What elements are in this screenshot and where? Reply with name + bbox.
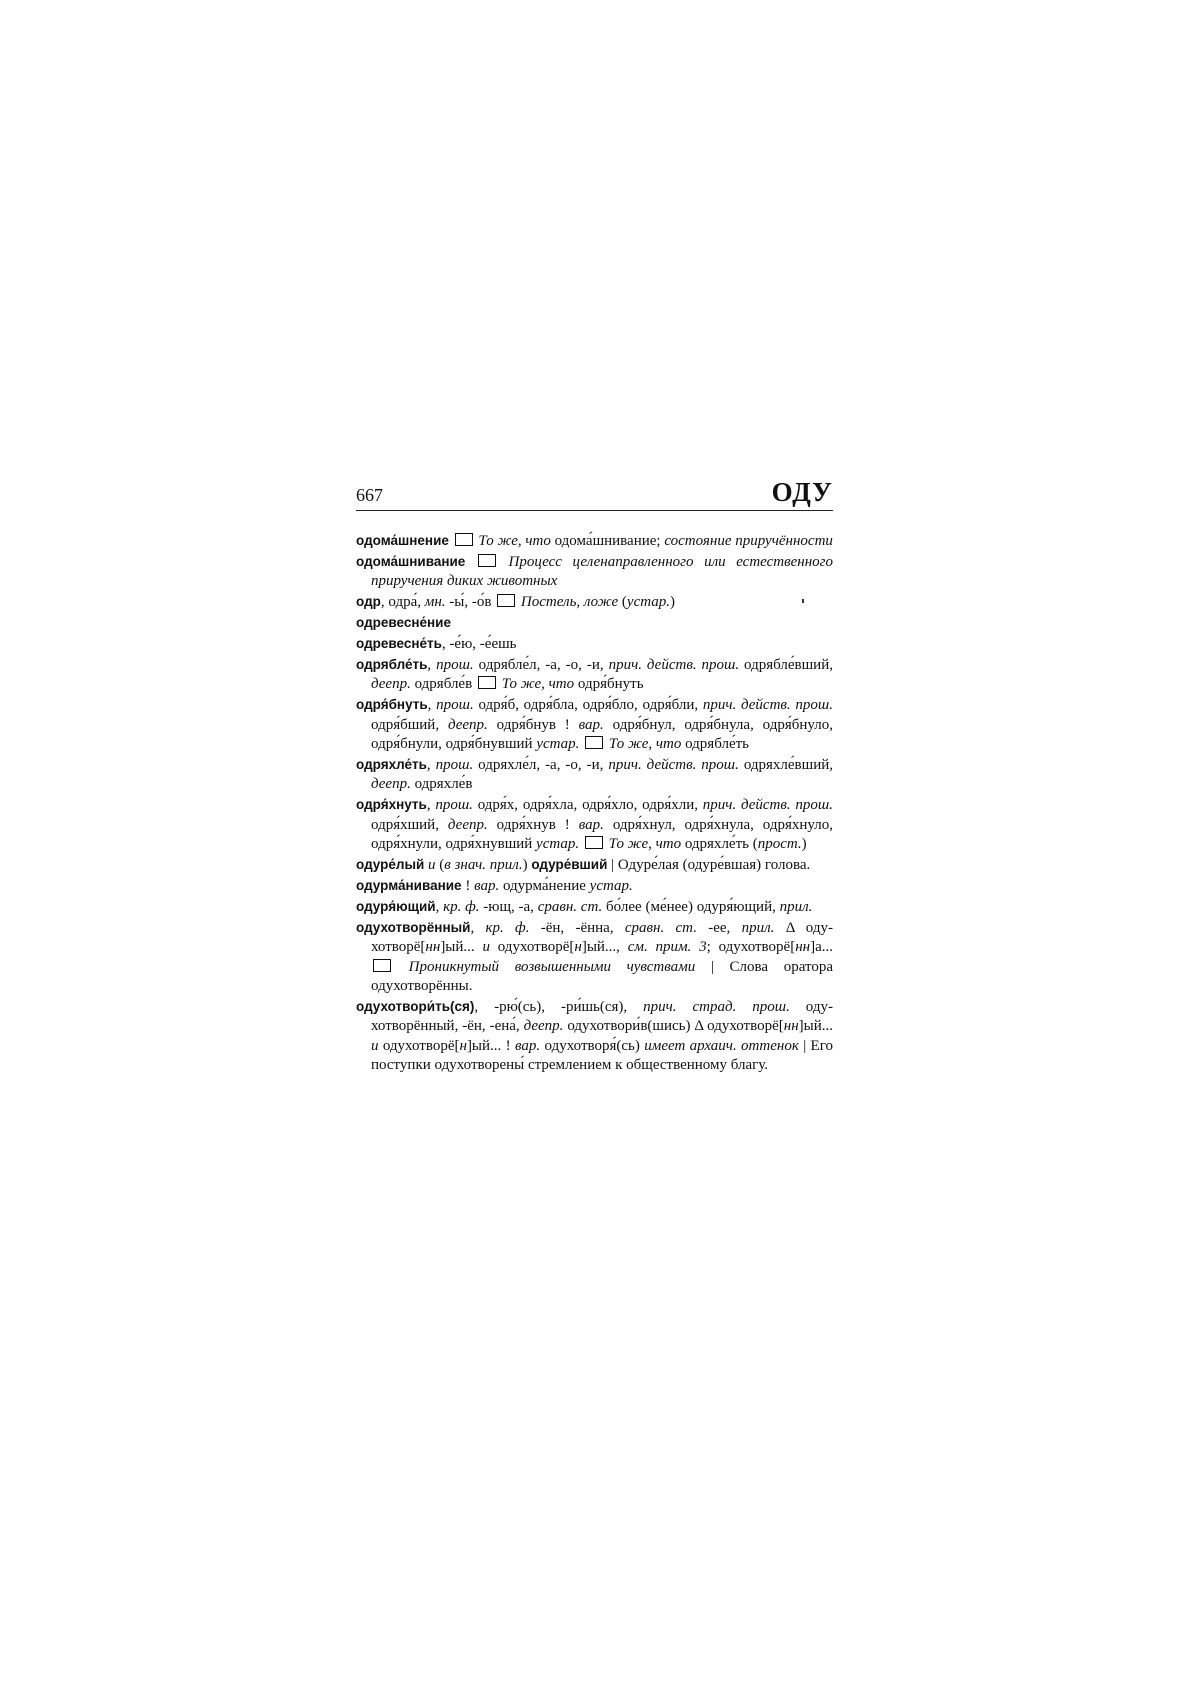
italic-text: деепр. <box>447 716 488 733</box>
square-box-icon <box>585 836 603 849</box>
entry-text <box>579 736 583 752</box>
entry-text: одря́бнуть <box>574 676 644 693</box>
entry-text: ]ый... ! <box>466 1037 515 1054</box>
entry-text: , <box>435 898 444 915</box>
entry-text: ]ый... <box>440 939 483 956</box>
italic-text: устар. <box>536 736 580 753</box>
italic-text: То же, что <box>501 676 575 693</box>
entry-text: ]ый..., <box>581 939 628 956</box>
headword: одревесне́ть <box>356 636 442 652</box>
italic-text: кр. ф. <box>485 919 530 936</box>
italic-text: деепр. <box>447 816 488 833</box>
dictionary-entry <box>356 531 833 551</box>
entry-text: одряхле́в <box>410 776 473 793</box>
entry-text: одухотворённый, -ён, -ена́, <box>371 998 834 1035</box>
italic-text: имеет архаич. оттенок <box>644 1037 799 1054</box>
square-box-icon <box>478 676 496 689</box>
headword: одуре́лый <box>356 857 425 872</box>
italic-text: Процесс целенаправленного или естественного приручения диких животных <box>371 553 834 590</box>
entry-text: , <box>427 697 437 714</box>
entry-text: ( <box>618 594 627 611</box>
entry-text: одря́бший, <box>371 716 448 733</box>
entry-text: одря́х, одря́хла, одря́хло, одря́хли, <box>472 797 703 814</box>
entry-text: ) <box>522 857 532 873</box>
entry-text: | Слова оратора одухотворённы. <box>371 958 834 994</box>
italic-text: вар. <box>578 816 604 833</box>
entry-text: , <box>426 756 436 773</box>
italic-text: деепр. <box>523 1018 564 1035</box>
dictionary-page <box>356 478 833 1076</box>
entry-text: одряхле́л, -а, -о, -и, <box>473 756 609 773</box>
italic-text: Постель, ложе <box>520 594 619 611</box>
dictionary-entry <box>356 855 833 875</box>
entry-text <box>465 554 476 570</box>
italic-text: вар. <box>515 1037 541 1054</box>
italic-text: н <box>459 1037 467 1054</box>
headword: одуре́вший <box>531 857 608 872</box>
entry-text: одряхле́ть ( <box>681 836 758 853</box>
italic-text: нн <box>425 939 441 956</box>
italic-text: вар. <box>474 877 500 894</box>
dictionary-entry <box>356 695 833 754</box>
italic-text: состояние приручённости <box>664 533 833 549</box>
entry-text: -ён, -ённа, <box>529 919 625 936</box>
entry-text: -ющ, -а, <box>479 898 538 915</box>
entry-text: одря́бнув ! <box>487 716 579 733</box>
entry-text: , -рю́(сь), -ри́шь(ся), <box>474 998 644 1015</box>
entry-text: одря́хший, <box>371 816 448 833</box>
dictionary-entry <box>356 613 833 633</box>
italic-text: прич. действ. прош. <box>702 797 833 814</box>
entry-text: одома́шнивание; <box>550 533 665 549</box>
italic-text: устар. <box>589 877 633 894</box>
italic-text: деепр. <box>371 676 411 693</box>
page-number: 667 <box>356 485 383 505</box>
square-box-icon <box>373 959 391 972</box>
entry-text: , одра́, <box>380 594 425 611</box>
headword: одухотвори́ть(ся) <box>356 998 475 1014</box>
dictionary-entry <box>356 552 833 592</box>
square-box-icon <box>478 554 496 567</box>
headword: одряхле́ть <box>356 756 427 772</box>
italic-text: То же, что <box>608 736 682 753</box>
entry-text: одрябле́в <box>410 676 476 693</box>
entry-text: , -е́ю, -е́ешь <box>441 636 517 653</box>
headword: одрябле́ть <box>356 656 428 672</box>
headword: одурма́нивание <box>356 877 462 893</box>
entry-text <box>393 959 409 975</box>
italic-text: мн. <box>424 594 446 611</box>
dictionary-entry <box>356 897 833 917</box>
italic-text: То же, что <box>608 836 682 853</box>
page-header <box>356 478 833 511</box>
entry-text: Δ одухотворё[ <box>371 919 834 956</box>
entry-text: одухотворя́(сь) <box>540 1037 645 1054</box>
italic-text: см. прим. 3 <box>627 939 707 956</box>
italic-text: сравн. ст. <box>537 898 603 915</box>
italic-text: прич. страд. прош. <box>643 998 790 1015</box>
italic-text: прич. действ. прош. <box>608 656 740 673</box>
dictionary-entry <box>356 918 833 997</box>
entry-text <box>449 533 453 549</box>
italic-text: прил. <box>741 919 775 936</box>
italic-text: и <box>428 857 436 873</box>
entry-text: , <box>427 656 437 673</box>
entry-text: , <box>470 919 486 936</box>
entry-text: , <box>426 797 436 814</box>
entry-text: одря́бнул, одря́бнула, одря́бнуло, одря́бнули, одря́бнувший <box>371 716 833 753</box>
italic-text: кр. ф. <box>443 898 480 915</box>
entry-text: одряхле́вший, <box>738 756 833 773</box>
entry-text: ]а... <box>810 939 833 956</box>
italic-text: устар. <box>536 836 580 853</box>
square-box-icon <box>455 533 473 546</box>
entry-text: | Его поступки одухотворены́ стремлением к общественному благу. <box>371 1037 833 1074</box>
italic-text: прош. <box>436 656 474 673</box>
italic-text: прош. <box>435 797 473 814</box>
dictionary-entries <box>356 531 833 1075</box>
square-box-icon <box>497 594 515 607</box>
dictionary-entry <box>356 592 833 612</box>
headword: одома́шнивание <box>356 553 466 569</box>
entry-text: ! <box>461 877 475 894</box>
headword: одуря́ющий <box>356 898 436 914</box>
italic-text: н <box>574 939 582 956</box>
entry-text: одря́б, одря́бла, одря́бло, одря́бли, <box>473 697 703 714</box>
entry-text: одрябле́л, -а, -о, -и, <box>473 656 609 673</box>
italic-text: прил. <box>779 898 813 915</box>
italic-text: прич. действ. прош. <box>702 697 833 714</box>
italic-text: деепр. <box>371 776 411 793</box>
italic-text: нн <box>795 939 811 956</box>
entry-text: -ее, <box>696 919 742 936</box>
dictionary-entry <box>356 755 833 795</box>
headword: одр <box>356 594 381 610</box>
entry-text: одря́хнул, одря́хнула, одря́хнуло, одря́хнули, одря́хнувший <box>371 816 833 853</box>
dictionary-entry <box>356 655 833 695</box>
italic-text: сравн. ст. <box>624 919 697 936</box>
italic-text: Проникнутый возвышенными чувствами <box>408 958 696 975</box>
headword: одома́шнение <box>356 533 449 548</box>
italic-text: прич. действ. прош. <box>608 756 739 773</box>
dictionary-entry <box>356 795 833 854</box>
running-head: ОДУ <box>771 477 833 507</box>
entry-text: ]ый... <box>798 1018 833 1035</box>
italic-text: прош. <box>436 697 474 714</box>
print-speck <box>802 599 804 603</box>
headword: одря́бнуть <box>356 697 428 713</box>
entry-text: одухотвори́в(шись) Δ одухотворё[ <box>563 1018 784 1035</box>
italic-text: устар. <box>626 594 671 611</box>
entry-text: -ы́, -о́в <box>445 594 496 611</box>
entry-text: | Одуре́лая (одуре́вшая) голова. <box>607 857 811 873</box>
entry-text: одрябле́вший, <box>739 656 833 673</box>
italic-text: и <box>482 939 490 956</box>
italic-text: нн <box>783 1018 799 1035</box>
dictionary-entry <box>356 997 833 1076</box>
italic-text: в знач. прил. <box>444 857 523 873</box>
square-box-icon <box>585 736 603 749</box>
entry-text: одурма́нение <box>499 877 590 894</box>
entry-text: ( <box>435 857 445 873</box>
headword: одухотворённый <box>356 919 471 935</box>
italic-text: вар. <box>578 716 604 733</box>
italic-text: прост. <box>757 836 802 853</box>
entry-text: ) <box>670 594 676 611</box>
entry-text: ; одухотворё[ <box>706 939 796 956</box>
entry-text <box>579 836 583 852</box>
italic-text: и <box>371 1037 379 1054</box>
entry-text: одря́хнув ! <box>487 816 579 833</box>
entry-text <box>498 554 509 570</box>
headword: одревесне́ние <box>356 615 451 631</box>
entry-text: одухотворё[ <box>378 1037 460 1054</box>
italic-text: То же, что <box>478 533 551 549</box>
italic-text: прош. <box>435 756 474 773</box>
dictionary-entry <box>356 634 833 654</box>
entry-text: одрябле́ть <box>681 736 750 753</box>
entry-text: одухотворё[ <box>489 939 575 956</box>
entry-text: бо́лее (ме́нее) одуря́ющий, <box>602 898 780 915</box>
entry-text: ) <box>801 836 807 853</box>
headword: одря́хнуть <box>356 797 427 813</box>
dictionary-entry <box>356 876 833 896</box>
